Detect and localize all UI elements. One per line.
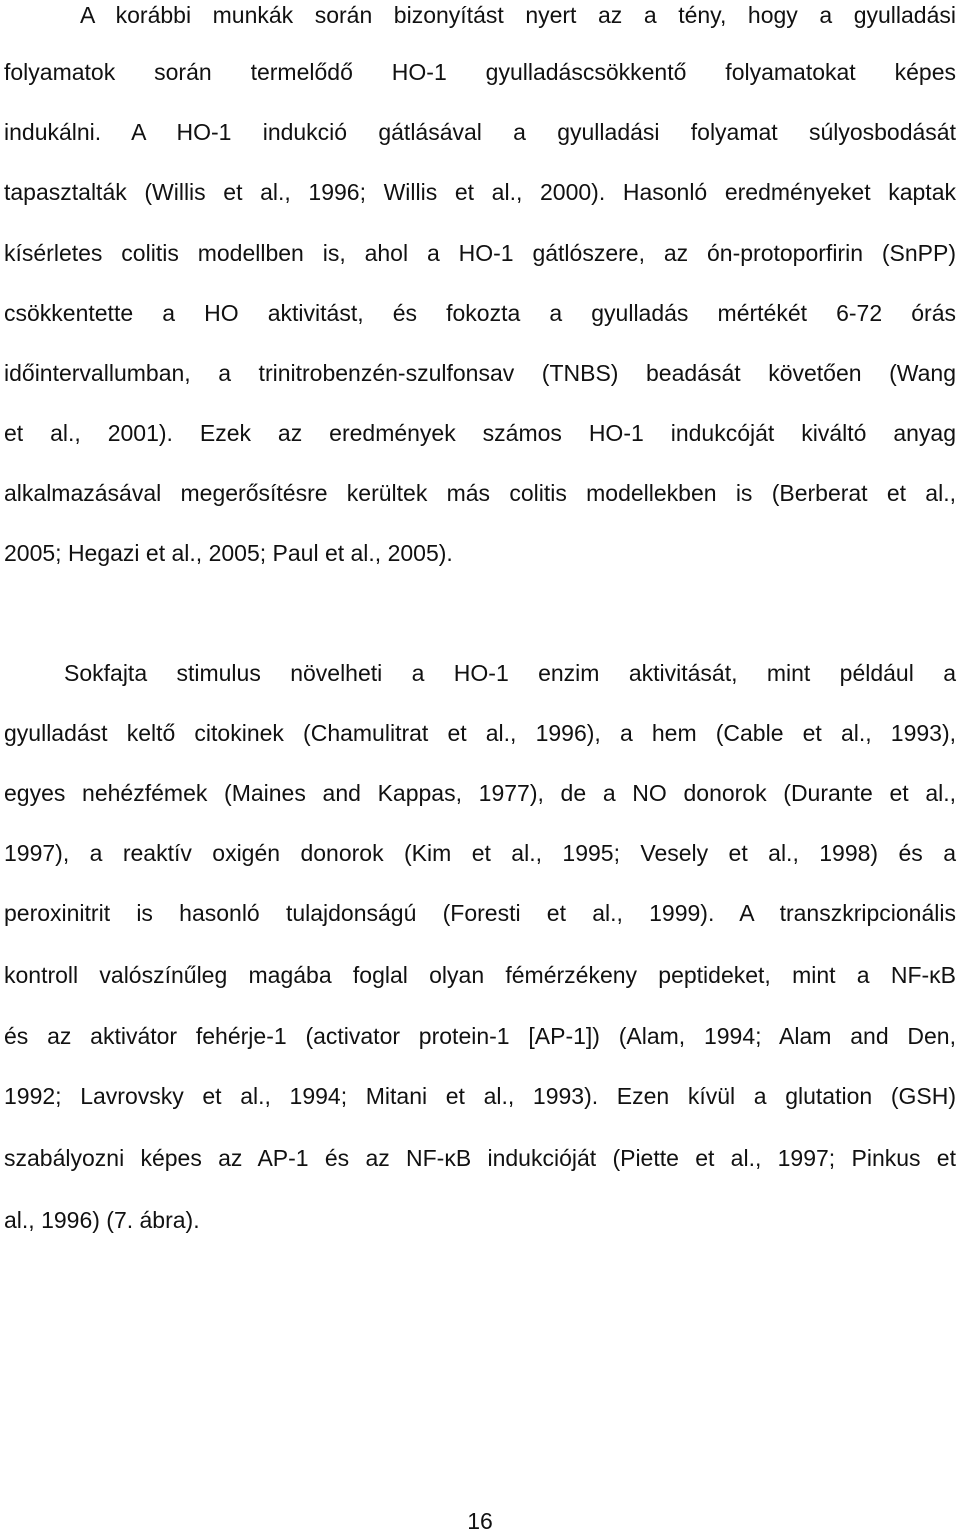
paragraph-2-line-1: Sokfajta stimulus növelheti a HO-1 enzim aktivitását, mint például a (64, 660, 956, 686)
paragraph-2-line-8: 1992; Lavrovsky et al., 1994; Mitani et al., 1993). Ezen kívül a glutation (GSH) (4, 1083, 956, 1109)
paragraph-1-line-6: csökkentette a HO aktivitást, és fokozta a gyulladás mértékét 6-72 órás (4, 300, 956, 326)
paragraph-2-line-7: és az aktivátor fehérje-1 (activator protein-1 [AP-1]) (Alam, 1994; Alam and Den, (4, 1023, 956, 1049)
paragraph-1-line-3: indukálni. A HO-1 indukció gátlásával a gyulladási folyamat súlyosbodását (4, 119, 956, 145)
paragraph-2-line-3: egyes nehézfémek (Maines and Kappas, 1977), de a NO donorok (Durante et al., (4, 780, 956, 806)
paragraph-2-line-6: kontroll valószínűleg magába foglal olyan fémérzékeny peptideket, mint a NF-κB (4, 962, 956, 988)
paragraph-2-line-2: gyulladást keltő citokinek (Chamulitrat et al., 1996), a hem (Cable et al., 1993), (4, 720, 956, 746)
paragraph-2-line-9: szabályozni képes az AP-1 és az NF-κB indukcióját (Piette et al., 1997; Pinkus et (4, 1145, 956, 1171)
paragraph-1-line-8: et al., 2001). Ezek az eredmények számos HO-1 indukcóját kiváltó anyag (4, 420, 956, 446)
paragraph-2-line-4: 1997), a reaktív oxigén donorok (Kim et al., 1995; Vesely et al., 1998) és a (4, 840, 956, 866)
paragraph-1-line-10: 2005; Hegazi et al., 2005; Paul et al., 2005). (4, 540, 453, 566)
paragraph-1-line-5: kísérletes colitis modellben is, ahol a HO-1 gátlószere, az ón-protoporfirin (SnPP) (4, 240, 956, 266)
paragraph-1-line-1: A korábbi munkák során bizonyítást nyert az a tény, hogy a gyulladási (80, 2, 956, 28)
paragraph-2-line-5: peroxinitrit is hasonló tulajdonságú (Foresti et al., 1999). A transzkripcionális (4, 900, 956, 926)
paragraph-2-line-10: al., 1996) (7. ábra). (4, 1207, 200, 1233)
page-number: 16 (467, 1508, 493, 1534)
paragraph-1-line-7: időintervallumban, a trinitrobenzén-szulfonsav (TNBS) beadását követően (Wang (4, 360, 956, 386)
paragraph-1-line-9: alkalmazásával megerősítésre kerültek más colitis modellekben is (Berberat et al., (4, 480, 956, 506)
paragraph-1-line-2: folyamatok során termelődő HO-1 gyulladáscsökkentő folyamatokat képes (4, 59, 956, 85)
paragraph-1-line-4: tapasztalták (Willis et al., 1996; Willis et al., 2000). Hasonló eredményeket kaptak (4, 179, 956, 205)
